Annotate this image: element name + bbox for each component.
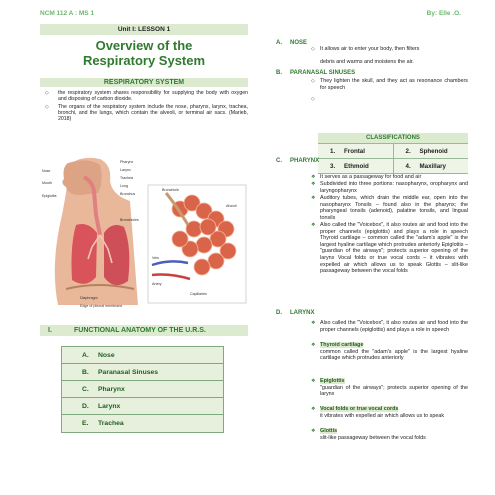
- table-row: 3. Ethmoid 4. Maxillary: [318, 159, 468, 174]
- table-row: 1. Frontal 2. Sphenoid: [318, 144, 468, 159]
- diamond-bullet-icon: ◇: [45, 103, 49, 110]
- respiratory-illustration: [40, 155, 248, 317]
- label-epiglottis: Epiglottis: [42, 194, 57, 198]
- sinuses-text: ◇ They lighten the skull, and they act as resonance chambers for speech: [311, 78, 468, 91]
- right-lung-shape: [104, 225, 129, 285]
- larynx-item-epiglottis: ❖ Epiglottis "guardian of the airways"; protects superior opening of the larynx: [311, 378, 468, 398]
- larynx-item-thyroid: ❖ Thyroid cartilage common called the "adam's apple" is the largest hyaline cartilage which protrudes anteriorly: [311, 342, 468, 362]
- label-capillaries: Capillaries: [190, 292, 207, 296]
- label-artery: Artery: [152, 282, 162, 286]
- diamond-bullet-icon: ◇: [311, 78, 315, 84]
- filled-diamond-icon: ❖: [311, 406, 316, 412]
- larynx-item-glottis: ❖ Glottis slit-like passageway between the vocal folds: [311, 428, 426, 441]
- filled-diamond-icon: ❖: [311, 195, 316, 201]
- filled-diamond-icon: ❖: [311, 320, 316, 326]
- table-row: D. Larynx: [62, 398, 223, 415]
- filled-diamond-icon: ❖: [311, 181, 316, 187]
- intro-bullet: ◇ the respiratory system shares responsibility for supplying the body with oxygen and disposing of carbon dioxide.: [45, 90, 248, 103]
- table-row: C. Pharynx: [62, 381, 223, 398]
- diamond-bullet-icon: ◇: [311, 96, 315, 102]
- label-bronchioles: Bronchioles: [120, 218, 139, 222]
- label-pleural: Edge of pleural membrane: [80, 304, 123, 308]
- nose-text: ◇ It allows air to enter your body, then filters: [311, 46, 420, 52]
- label-pharynx: Pharynx: [120, 160, 134, 164]
- section-label: FUNCTIONAL ANATOMY OF THE U.R.S.: [74, 327, 206, 334]
- filled-diamond-icon: ❖: [311, 378, 316, 384]
- label-diaphragm: Diaphragm: [80, 296, 98, 300]
- document-title: [40, 38, 248, 68]
- label-lung: Lung: [120, 184, 128, 188]
- pharynx-bullet: ❖ Also called the "Voicebox", it also routes air and food into the proper channels (epiglottis) and plays a role in speech Thyroid cartilage – common called the "adam's apple" is the largest hyaline cartilage which protrudes anteriorly Epiglottis – "guardian of the airways"; protects superior opening of the larynx Vocal folds or true vocal cords – it vibrates with expelled air which allows us to speak Glottis – slit-like passageway between the vocal folds: [311, 222, 468, 275]
- larynx-intro: ❖ Also called the "Voicebox", it also routes air and food into the proper channels (epiglottis) and plays a role in speech: [311, 320, 468, 333]
- larynx-item-vocal-folds: ❖ Vocal folds or true vocal cords it vibrates with expelled air which allows us to speak: [311, 406, 445, 419]
- label-bronchus: Bronchus: [120, 192, 136, 196]
- course-code: NCM 112 A : MS 1: [40, 10, 95, 17]
- left-column: [40, 24, 248, 122]
- pharynx-bullet: ❖ It serves as a passageway for food and air: [311, 174, 422, 180]
- left-lung-shape: [72, 224, 98, 284]
- label-trachea: Trachea: [120, 176, 134, 180]
- label-alveoli: Alveoli: [226, 204, 237, 208]
- table-row: E. Trachea: [62, 415, 223, 432]
- label-bronchiole: Bronchiole: [162, 188, 179, 192]
- diamond-bullet-icon: ◇: [45, 90, 49, 96]
- pharynx-bullet: ❖ Auditory tubes, which drain the middle ear, open into the nasopharynx Tonsils – found also in the pharynx; the pharyngeal tonsils (adenoid), palatine tonsils, and lingual tonsils: [311, 195, 468, 221]
- filled-diamond-icon: ❖: [311, 222, 316, 228]
- diamond-bullet-icon: ◇: [311, 46, 315, 52]
- title-line-2: Respiratory System: [82, 53, 206, 68]
- filled-diamond-icon: ❖: [311, 342, 316, 348]
- section-number: I.: [48, 327, 52, 334]
- classifications-title: CLASSIFICATIONS: [318, 133, 468, 143]
- title-line-1: Overview of the: [95, 38, 193, 53]
- table-row: B. Paranasal Sinuses: [62, 364, 223, 381]
- topics-table: [61, 346, 224, 433]
- classifications-table: [318, 133, 468, 174]
- intro-bullet: ◇ The organs of the respiratory system include the nose, pharynx, larynx, trachea, bronchi, and the lungs, which contain the alveoli, or terminal air sacs. (Marieb, 2018): [45, 103, 248, 123]
- functional-anatomy-heading: [40, 325, 248, 336]
- label-nose: Nose: [42, 169, 51, 173]
- nose-text-cont: debris and warms and moistens the air.: [320, 59, 414, 65]
- label-vein: Vein: [152, 256, 159, 260]
- author-credit: By: Elle .O.: [426, 10, 461, 17]
- table-row: A. Nose: [62, 347, 223, 364]
- unit-label: Unit I: LESSON 1: [40, 24, 248, 35]
- filled-diamond-icon: ❖: [311, 428, 316, 434]
- pharynx-bullet: ❖ Subdivided into three portions: nasopharynx, oropharynx and laryngopharynx: [311, 181, 468, 194]
- label-larynx: Larynx: [120, 168, 131, 172]
- section-title: RESPIRATORY SYSTEM: [40, 78, 248, 87]
- label-mouth: Mouth: [42, 181, 52, 185]
- page-header: [0, 6, 495, 20]
- filled-diamond-icon: ❖: [311, 174, 316, 180]
